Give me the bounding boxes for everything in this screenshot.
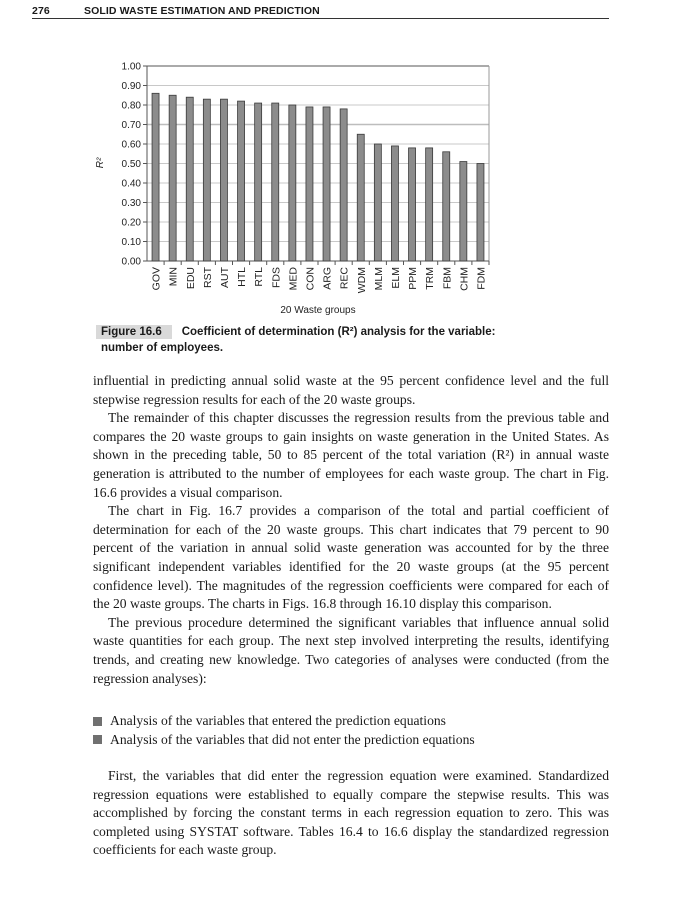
x-tick-label: MIN <box>167 267 180 287</box>
bar-aut <box>220 99 227 261</box>
bar-con <box>306 107 313 261</box>
paragraph-5: First, the variables that did enter the regression equation were examined. Standardized regression equations were established to equally compare the stepwise results. This was accomplished by forcing the constant terms in each regression equation to zero. This was completed using SYSTAT software. Tables 16.4 to 16.6 display the standardized regression coefficients for each waste group. <box>93 768 609 858</box>
x-tick-label: ARG <box>321 267 334 290</box>
x-tick-label: PPM <box>407 267 420 290</box>
y-tick-label: 0.10 <box>121 237 141 248</box>
y-tick-label: 1.00 <box>121 61 141 73</box>
figure-caption-text: Coefficient of determination (R²) analysis for the variable: number of employees. <box>101 326 496 354</box>
x-tick-label: FDS <box>270 267 283 288</box>
bar-gov <box>152 93 159 261</box>
x-tick-label: HTL <box>236 267 249 287</box>
x-tick-label: ELM <box>389 267 402 289</box>
bar-fbm <box>443 152 450 261</box>
x-tick-label: CON <box>304 267 317 291</box>
bar-arg <box>323 107 330 261</box>
bar-min <box>169 95 176 261</box>
x-tick-label: RST <box>201 267 214 288</box>
x-tick-label: WDM <box>355 267 368 294</box>
y-tick-label: 0.70 <box>121 120 141 131</box>
figure-number: Figure 16.6 <box>96 325 172 339</box>
x-tick-label: MED <box>287 267 300 291</box>
square-bullet-icon <box>93 735 102 744</box>
x-tick-label: EDU <box>184 267 197 290</box>
bullet-item <box>93 731 609 750</box>
y-tick-label: 0.50 <box>121 159 141 170</box>
x-tick-label: FBM <box>441 267 454 290</box>
y-tick-label: 0.80 <box>121 100 141 112</box>
body-text-top <box>93 372 609 688</box>
bullet-text: Analysis of the variables that entered the prediction equations <box>110 713 446 728</box>
figure-caption <box>101 324 521 356</box>
x-tick-label: TRM <box>424 267 437 290</box>
page-number: 276 <box>32 5 50 17</box>
bullet-list <box>93 712 609 749</box>
bar-rtl <box>255 103 262 261</box>
square-bullet-icon <box>93 717 102 726</box>
bar-rec <box>340 109 347 261</box>
bar-trm <box>426 148 433 261</box>
x-tick-label: CHM <box>458 267 471 291</box>
bar-htl <box>238 101 245 261</box>
paragraph-2: The remainder of this chapter discusses the regression results from the previous table and compares the 20 waste groups to gain insights on waste generation in the United States. As shown in the preceding table, 50 to 85 percent of the total variation (R²) in annual waste generation is attributed to the number of employees for each waste group. The chart in Fig. 16.6 provides a visual comparison. <box>93 410 609 500</box>
paragraph-1: influential in predicting annual solid waste at the 95 percent confidence level and the full stepwise regression results for each of the 20 waste groups. <box>93 373 609 407</box>
bullet-text: Analysis of the variables that did not enter the prediction equations <box>110 731 475 747</box>
y-tick-label: 0.30 <box>121 198 141 209</box>
bullet-item <box>93 712 609 731</box>
y-tick-label: 0.00 <box>121 256 141 268</box>
bar-fdm <box>477 164 484 262</box>
bar-mlm <box>374 144 381 261</box>
bar-wdm <box>357 134 364 261</box>
bar-elm <box>391 146 398 261</box>
y-tick-label: 0.90 <box>121 81 141 92</box>
paragraph-3: The chart in Fig. 16.7 provides a comparison of the total and partial coefficient of determination for each of the 20 waste groups. This chart indicates that 79 percent to 90 percent of the variation in annual solid waste generation was accounted for by the three significant independent variables identified for the 20 waste groups (at the 95 percent confidence level). The magnitudes of the regression coefficients were compared for each of the 20 waste groups. The charts in Figs. 16.8 through 16.10 display this comparison. <box>93 503 609 612</box>
bar-chm <box>460 162 467 261</box>
x-axis-title: 20 Waste groups <box>280 305 356 316</box>
y-tick-label: 0.20 <box>121 217 141 229</box>
chart-canvas <box>0 0 695 320</box>
paragraph-4: The previous procedure determined the significant variables that influence annual solid waste quantities for each group. The next step involved interpreting the results, identifying trends, and creating new knowledge. Two categories of analyses were conducted (from the regression analyses): <box>93 614 609 686</box>
y-axis-title: R² <box>95 157 106 169</box>
r-squared-bar-chart <box>0 0 695 320</box>
x-tick-label: AUT <box>218 267 231 288</box>
bar-fds <box>272 103 279 261</box>
body-text-bottom <box>93 767 609 860</box>
y-tick-label: 0.40 <box>121 178 141 190</box>
bar-rst <box>203 99 210 261</box>
bar-ppm <box>409 148 416 261</box>
x-tick-label: FDM <box>475 267 488 290</box>
x-tick-label: GOV <box>150 267 163 291</box>
x-tick-label: MLM <box>372 267 385 291</box>
x-tick-label: RTL <box>253 267 266 287</box>
x-tick-label: REC <box>338 267 351 290</box>
bar-edu <box>186 97 193 261</box>
running-head-title: SOLID WASTE ESTIMATION AND PREDICTION <box>84 5 320 17</box>
bar-med <box>289 105 296 261</box>
y-tick-label: 0.60 <box>121 139 141 151</box>
